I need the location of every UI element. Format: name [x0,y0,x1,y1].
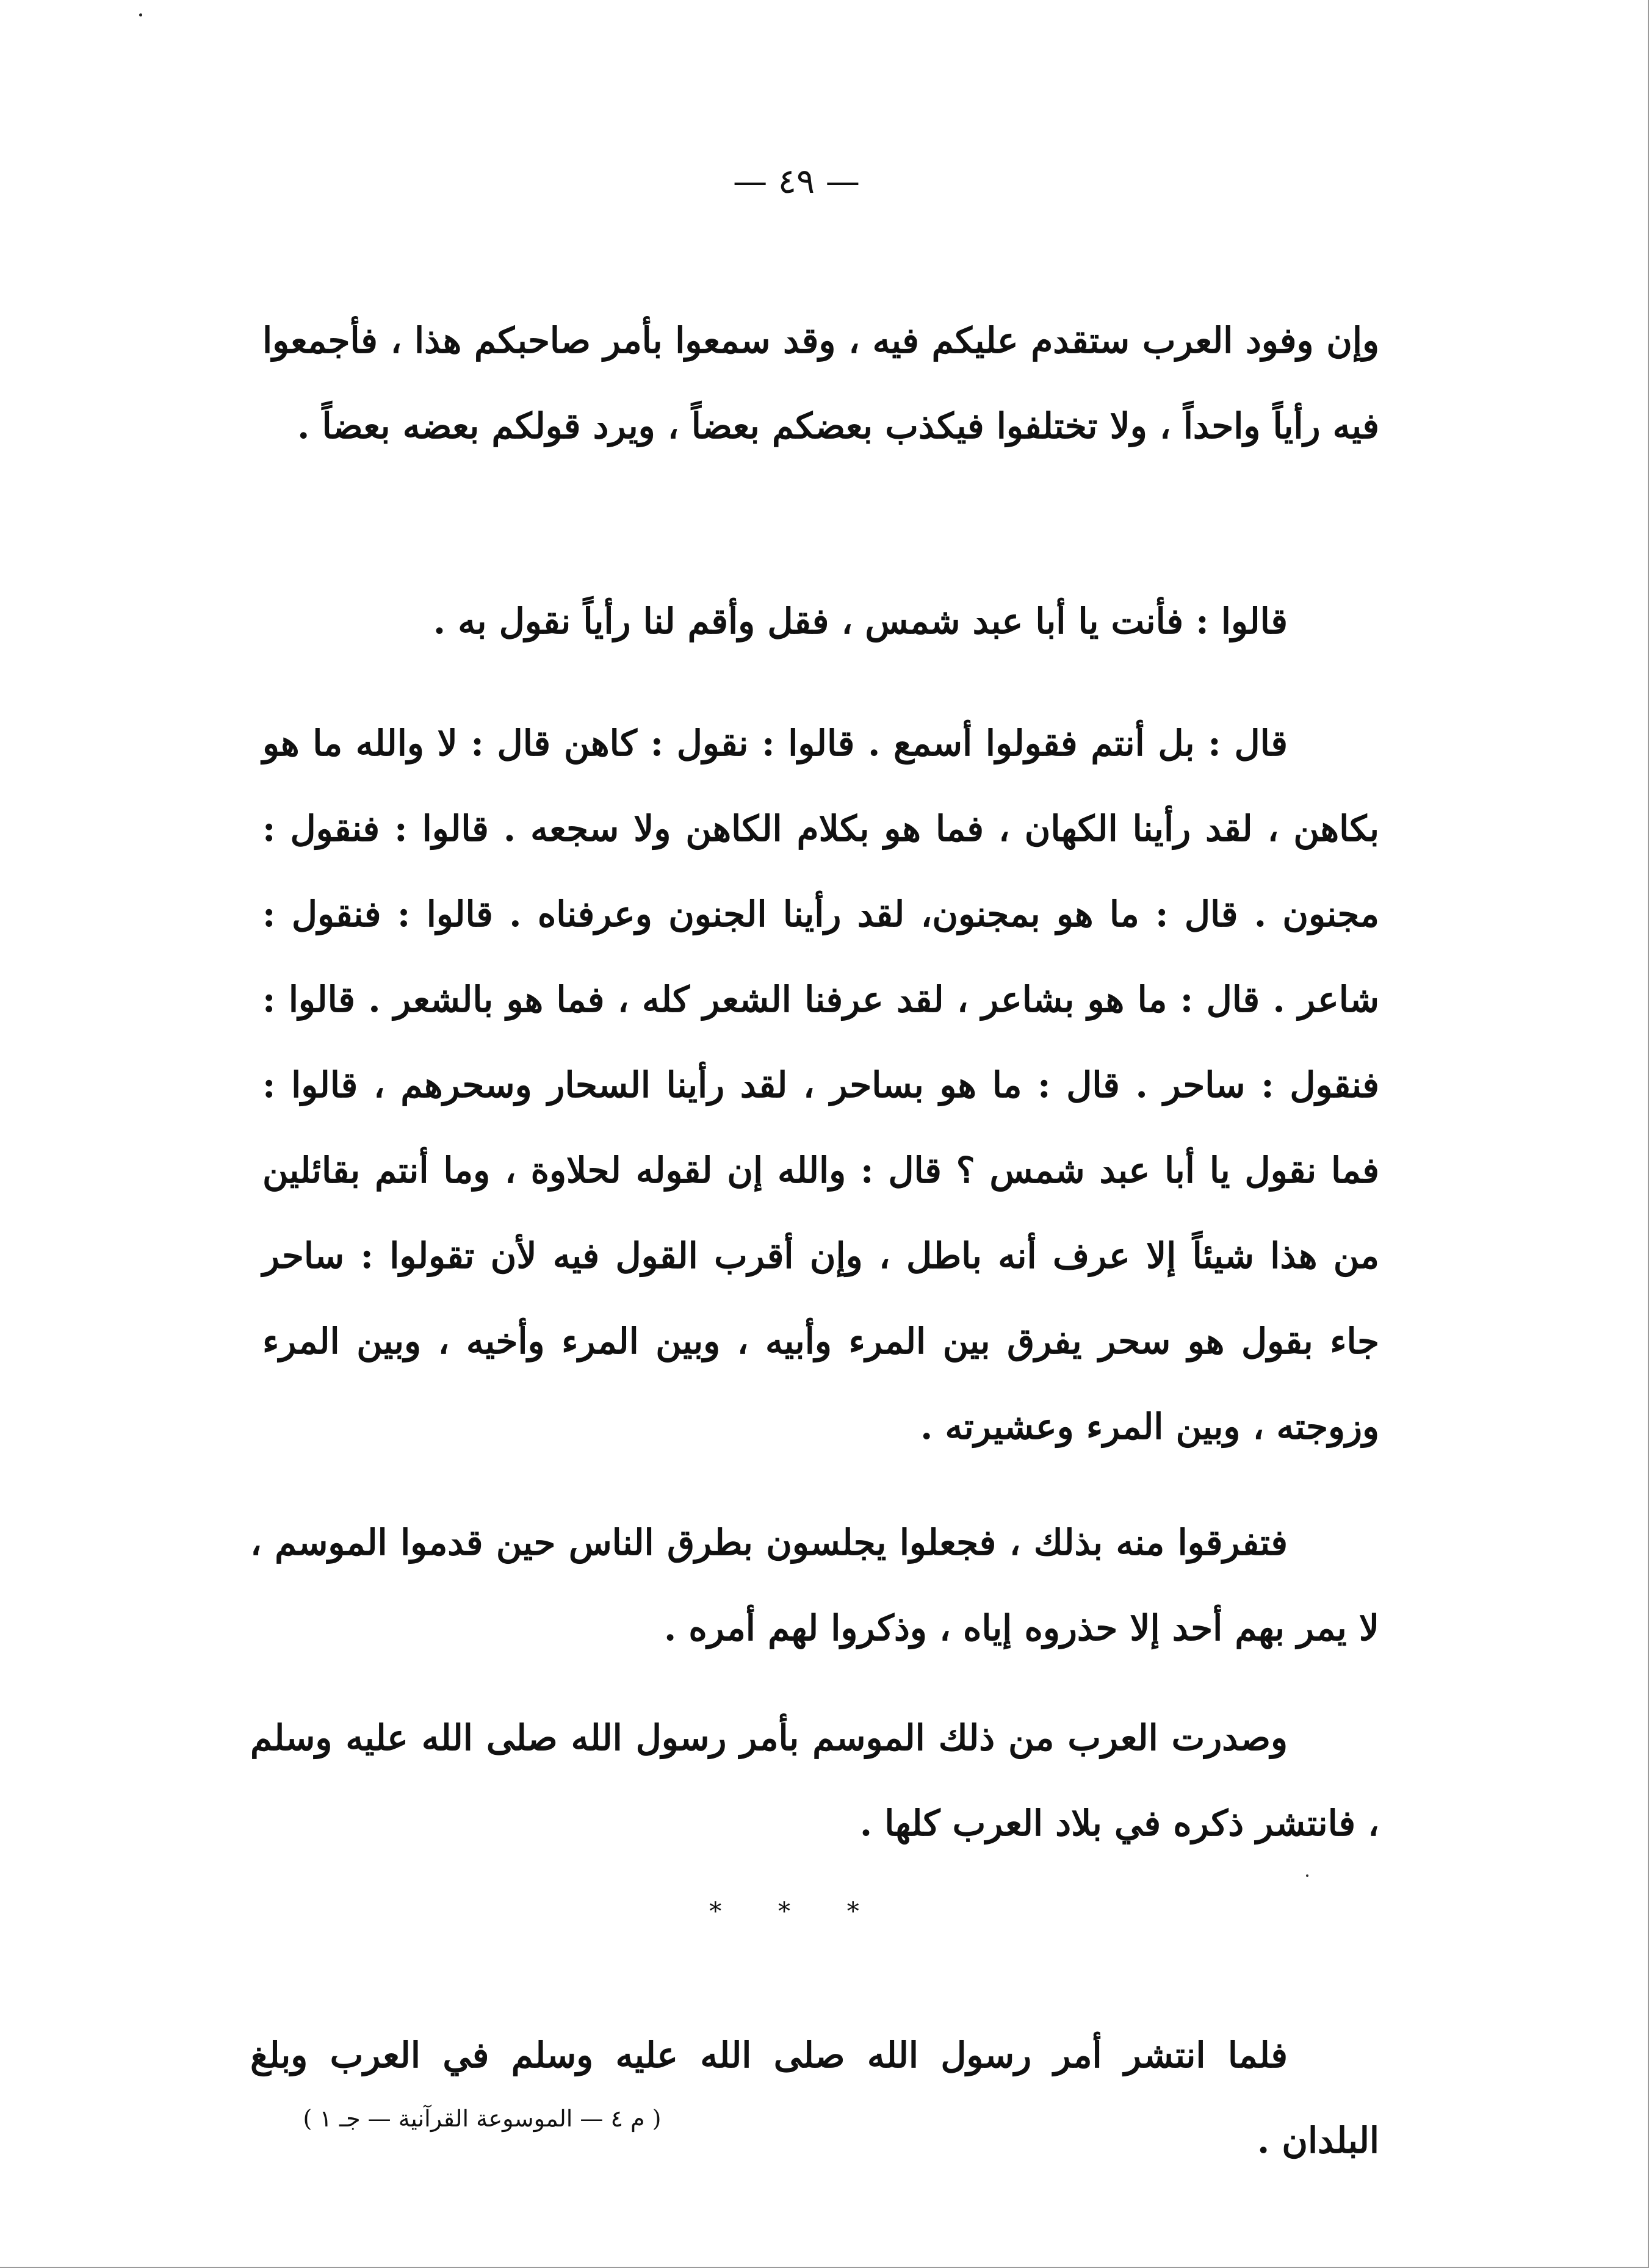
paragraph-5: وصدرت العرب من ذلك الموسم بأمر رسول الله صلى الله عليه وسلم ، فانتشر ذكره في بلاد العرب كلها . [250,1717,1379,1844]
footer-signature: ( م ٤ — الموسوعة القرآنية — جـ ١ ) [303,2105,662,2132]
scan-speck [139,13,142,16]
paragraph-2: قالوا : فأنت يا أبا عبد شمس ، فقل وأقم لنا رأياً نقول به . [433,600,1288,642]
paragraph-1: وإن وفود العرب ستقدم عليكم فيه ، وقد سمعوا بأمر صاحبكم هذا ، فأجمعوا فيه رأياً واحداً ، ولا تختلفوا فيكذب بعضكم بعضاً ، ويرد قولكم بعضه بعضاً . [262,320,1379,447]
page-number: — ٤٩ — [733,162,860,201]
paragraph-4: فتفرقوا منه بذلك ، فجعلوا يجلسون بطرق الناس حين قدموا الموسم ، لا يمر بهم أحد إلا حذروه إياه ، وذكروا لهم أمره . [250,1522,1379,1649]
paragraph-6: فلما انتشر أمر رسول الله صلى الله عليه وسلم في العرب وبلغ البلدان . [250,2034,1379,2161]
scan-speck-2 [1306,1874,1308,1877]
section-separator: * * * [709,1898,884,1926]
paragraph-3: قال : بل أنتم فقولوا أسمع . قالوا : نقول : كاهن قال : لا والله ما هو بكاهن ، لقد رأينا الكهان ، فما هو بكلام الكاهن ولا سجعه . قالوا : فنقول : مجنون . قال : ما هو بمجنون، لقد رأينا الجنون وعرفناه . قالوا : فنقول : شاعر . قال : ما هو بشاعر ، لقد عرفنا الشعر كله ، فما هو بالشعر . قالوا : فنقول : ساحر . قال : ما هو بساحر ، لقد رأينا السحار وسحرهم ، قالوا : فما نقول يا أبا عبد شمس ؟ قال : والله إن لقوله لحلاوة ، وما أنتم بقائلين من هذا شيئاً إلا عرف أنه باطل ، وإن أقرب القول فيه لأن تقولوا : ساحر جاء بقول هو سحر يفرق بين المرء وأبيه ، وبين المرء وأخيه ، وبين المرء وزوجته ، وبين المرء وعشيرته . [262,722,1379,1447]
